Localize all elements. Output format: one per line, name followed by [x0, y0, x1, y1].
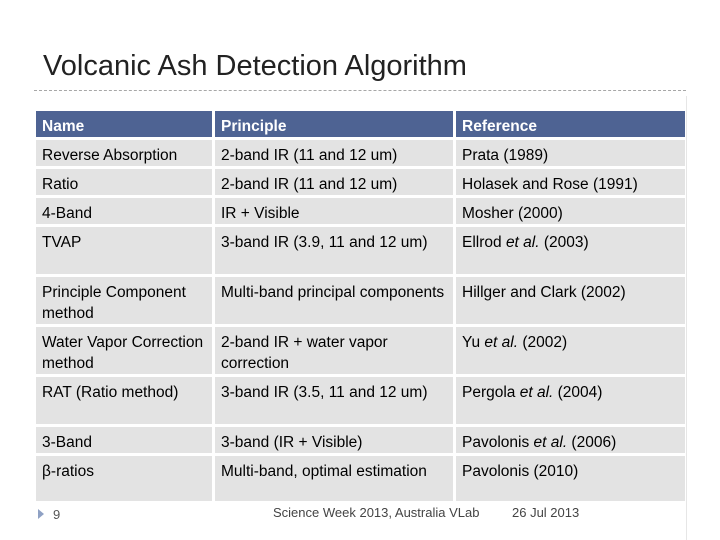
row-name: 4-Band: [36, 198, 215, 227]
row-name: RAT (Ratio method): [36, 377, 215, 427]
header-reference: Reference: [456, 111, 685, 140]
row-principle: IR + Visible: [215, 198, 456, 227]
row-name: Reverse Absorption: [36, 140, 215, 169]
header-principle: Principle: [215, 111, 456, 140]
row-reference: Mosher (2000): [456, 198, 685, 227]
footer-date: 26 Jul 2013: [512, 505, 580, 520]
row-reference: Pergola et al. (2004): [456, 377, 685, 427]
slide-title: Volcanic Ash Detection Algorithm: [43, 50, 467, 82]
row-principle: Multi-band, optimal estimation: [215, 456, 456, 504]
side-divider: [686, 96, 687, 540]
algorithm-table: [36, 111, 685, 504]
row-reference: Prata (1989): [456, 140, 685, 169]
row-name: 3-Band: [36, 427, 215, 456]
row-name: Ratio: [36, 169, 215, 198]
row-reference: Pavolonis (2010): [456, 456, 685, 504]
row-principle: Multi-band principal components: [215, 277, 456, 327]
bullet-arrow-icon: [38, 509, 44, 519]
row-name: β-ratios: [36, 456, 215, 504]
row-name: Water Vapor Correction method: [36, 327, 215, 377]
row-reference: Hillger and Clark (2002): [456, 277, 685, 327]
title-divider: [34, 90, 686, 91]
row-principle: 2-band IR (11 and 12 um): [215, 140, 456, 169]
footer-event: Science Week 2013, Australia VLab: [273, 505, 480, 520]
row-reference: Yu et al. (2002): [456, 327, 685, 377]
row-name: TVAP: [36, 227, 215, 277]
row-reference: Holasek and Rose (1991): [456, 169, 685, 198]
row-principle: 3-band (IR + Visible): [215, 427, 456, 456]
row-principle: 3-band IR (3.9, 11 and 12 um): [215, 227, 456, 277]
header-name: Name: [36, 111, 215, 140]
row-principle: 3-band IR (3.5, 11 and 12 um): [215, 377, 456, 427]
row-reference: Ellrod et al. (2003): [456, 227, 685, 277]
row-principle: 2-band IR + water vapor correction: [215, 327, 456, 377]
row-principle: 2-band IR (11 and 12 um): [215, 169, 456, 198]
page-number: 9: [53, 507, 61, 522]
row-name: Principle Component method: [36, 277, 215, 327]
row-reference: Pavolonis et al. (2006): [456, 427, 685, 456]
